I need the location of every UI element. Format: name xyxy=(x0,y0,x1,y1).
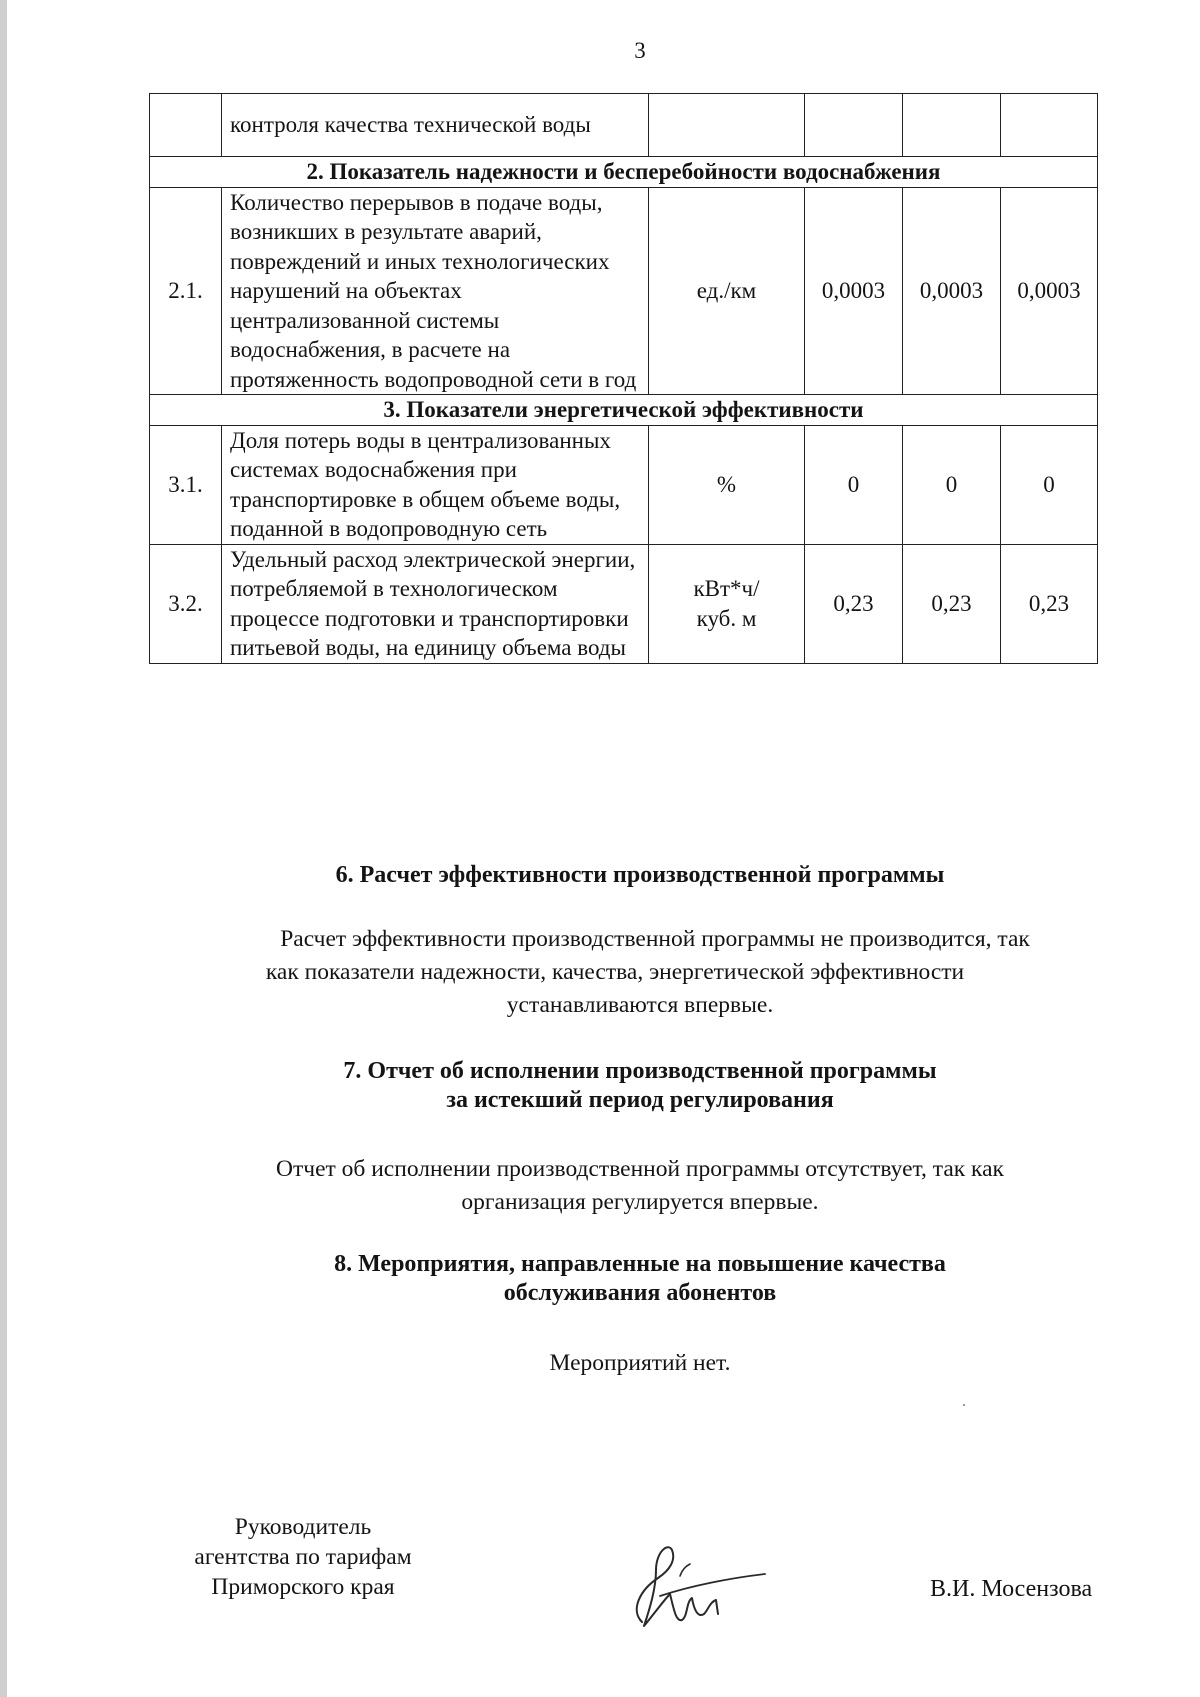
signatory-name: В.И. Мосензова xyxy=(930,1576,1093,1602)
signatory-title xyxy=(168,1512,438,1602)
value-cell: 0 xyxy=(903,425,1001,544)
section-heading-energy: 3. Показатели энергетической эффективности xyxy=(150,395,1098,426)
unit-cell xyxy=(649,544,805,663)
section-8-heading-line: обслуживания абонентов xyxy=(503,1280,777,1306)
page-number: 3 xyxy=(634,38,646,63)
section-7-heading xyxy=(0,1057,1200,1115)
section-8-text: Мероприятий нет. xyxy=(549,1350,731,1376)
section-heading-row xyxy=(150,395,1098,426)
table-row-3-2 xyxy=(150,544,1098,663)
signatory-title-line: Руководитель xyxy=(234,1514,372,1540)
unit-cell: ед./км xyxy=(649,187,805,395)
section-7-heading-line: 7. Отчет об исполнении производственной программы xyxy=(343,1058,937,1084)
value-cell: 0,23 xyxy=(1001,544,1098,663)
value-cell xyxy=(903,94,1001,157)
section-6-line: Расчет эффективности производственной программы не производится, так xyxy=(280,926,1030,952)
value-cell: 0,0003 xyxy=(805,187,903,395)
value-cell xyxy=(805,94,903,157)
signatory-title-line: Приморского края xyxy=(211,1574,395,1600)
table-row-3-1 xyxy=(150,425,1098,544)
unit-line: куб. м xyxy=(696,605,757,631)
section-7-heading-line: за истекший период регулирования xyxy=(446,1087,834,1113)
row-number-cell: 2.1. xyxy=(150,187,222,395)
unit-cell xyxy=(649,94,805,157)
section-6-line: как показатели надежности, качества, энергетической эффективности xyxy=(265,959,965,985)
section-heading-row xyxy=(150,157,1098,188)
page-left-edge xyxy=(0,0,7,1697)
value-cell: 0,23 xyxy=(903,544,1001,663)
table-row-continued xyxy=(150,94,1098,157)
indicators-table xyxy=(149,93,1098,664)
value-cell: 0 xyxy=(805,425,903,544)
unit-line: кВт*ч/ xyxy=(693,576,760,601)
value-cell: 0,0003 xyxy=(1001,187,1098,395)
indicator-name-cell: контроля качества технической воды xyxy=(222,94,649,157)
indicator-name-cell: Удельный расход электрической энергии, потребляемой в технологическом процессе подготовки и транспортировки питьевой воды, на единицу объема воды xyxy=(222,544,649,663)
section-7-line: Отчет об исполнении производственной программы отсутствует, так как xyxy=(276,1156,1004,1182)
indicator-name-cell: Доля потерь воды в централизованных системах водоснабжения при транспортировке в общем объеме воды, поданной в водопроводную сеть xyxy=(222,425,649,544)
handwritten-signature xyxy=(620,1530,770,1640)
section-6-heading: 6. Расчет эффективности производственной программы xyxy=(335,862,945,888)
section-6-line: устанавливаются впервые. xyxy=(506,992,774,1018)
section-6-text xyxy=(0,923,1200,1022)
section-7-line: организация регулируется впервые. xyxy=(461,1189,819,1215)
section-8-heading-line: 8. Мероприятия, направленные на повышение качества xyxy=(334,1251,946,1277)
value-cell: 0,0003 xyxy=(903,187,1001,395)
value-cell: 0 xyxy=(1001,425,1098,544)
row-number-cell: 3.1. xyxy=(150,425,222,544)
row-number-cell xyxy=(150,94,222,157)
unit-cell: % xyxy=(649,425,805,544)
value-cell: 0,23 xyxy=(805,544,903,663)
scan-speck xyxy=(963,1404,965,1406)
section-8-heading xyxy=(0,1250,1200,1308)
table-row-2-1 xyxy=(150,187,1098,395)
indicator-name-cell: Количество перерывов в подаче воды, возникших в результате аварий, повреждений и иных технологических нарушений на объектах централизованной системы водоснабжения, в расчете на протяженность водопроводной сети в год xyxy=(222,187,649,395)
value-cell xyxy=(1001,94,1098,157)
signatory-title-line: агентства по тарифам xyxy=(194,1544,412,1570)
section-7-text xyxy=(0,1153,1200,1219)
row-number-cell: 3.2. xyxy=(150,544,222,663)
section-heading-reliability: 2. Показатель надежности и бесперебойности водоснабжения xyxy=(150,157,1098,188)
